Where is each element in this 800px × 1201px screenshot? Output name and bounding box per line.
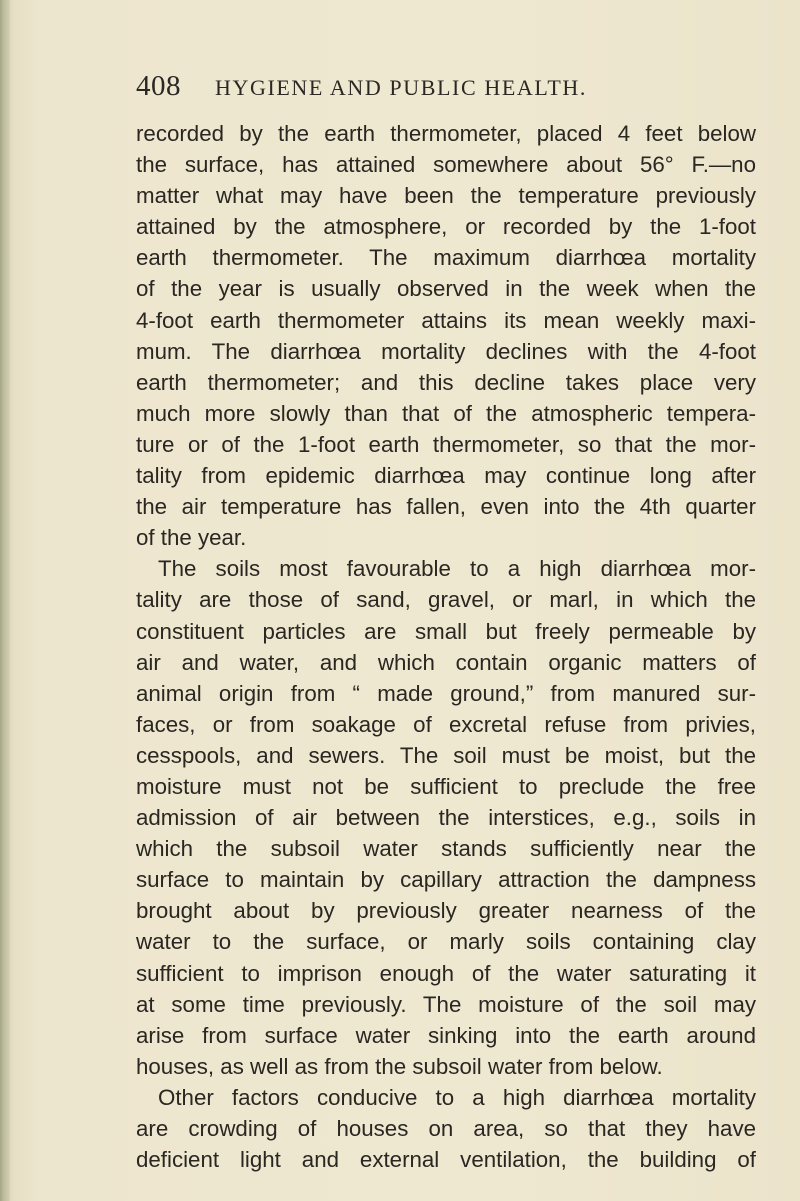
- text-line: cesspools, and sewers. The soil must be moist, but the: [136, 742, 756, 768]
- text-line: earth thermometer. The maximum diarrhœa mortality: [136, 245, 756, 271]
- text-line: mum. The diarrhœa mortality declines with the 4-foot: [136, 338, 756, 364]
- text-line: at some time previously. The moisture of the soil may: [136, 991, 756, 1017]
- text-line: tality from epidemic diarrhœa may continue long after: [136, 463, 756, 489]
- paragraph-first-line: Other factors conducive to a high diarrhœa mortality: [158, 1084, 756, 1110]
- text-line: much more slowly than that of the atmospheric tempera-: [136, 400, 756, 426]
- text-line: matter what may have been the temperature previously: [136, 183, 756, 209]
- text-line: ture or of the 1-foot earth thermometer, so that the mor-: [136, 431, 756, 457]
- text-line: earth thermometer; and this decline takes place very: [136, 369, 756, 395]
- text-line: recorded by the earth thermometer, placed 4 feet below: [136, 121, 756, 146]
- text-line: faces, or from soakage of excretal refuse from privies,: [136, 711, 756, 737]
- text-line: brought about by previously greater nearness of the: [136, 898, 756, 924]
- text-line: which the subsoil water stands sufficiently near the: [136, 836, 756, 862]
- page-gutter-shadow: [0, 0, 10, 1201]
- text-line: water to the surface, or marly soils containing clay: [136, 929, 756, 955]
- text-line: attained by the atmosphere, or recorded by the 1-foot: [136, 214, 756, 240]
- body-text: [136, 118, 756, 1175]
- text-line: 4-foot earth thermometer attains its mean weekly maxi-: [136, 307, 756, 333]
- text-line: moisture must not be sufficient to preclude the free: [136, 773, 756, 799]
- text-line: air and water, and which contain organic matters of: [136, 649, 756, 675]
- running-head: HYGIENE AND PUBLIC HEALTH.: [215, 75, 587, 100]
- text-line: are crowding of houses on area, so that they have: [136, 1116, 756, 1141]
- text-line: arise from surface water sinking into the earth around: [136, 1022, 756, 1048]
- text-line: sufficient to imprison enough of the water saturating it: [136, 960, 756, 986]
- text-line: deficient light and external ventilation, the building of: [136, 1147, 756, 1173]
- page-number: 408: [136, 70, 181, 102]
- paragraph-first-line: The soils most favourable to a high diarrhœa mor-: [158, 556, 756, 582]
- text-line: the air temperature has fallen, even into the 4th quarter: [136, 494, 756, 520]
- page-header: [136, 70, 656, 106]
- text-line: tality are those of sand, gravel, or marl, in which the: [136, 587, 756, 613]
- text-line: animal origin from “ made ground,” from manured sur-: [136, 680, 756, 706]
- text-line: constituent particles are small but freely permeable by: [136, 618, 756, 644]
- text-line: of the year is usually observed in the week when the: [136, 276, 756, 302]
- paragraph-end-line: houses, as well as from the subsoil water from below.: [136, 1053, 663, 1079]
- paragraph-end-line: of the year.: [136, 525, 247, 551]
- text-line: the surface, has attained somewhere about 56° F.—no: [136, 152, 756, 178]
- text-line: surface to maintain by capillary attraction the dampness: [136, 867, 756, 893]
- text-line: admission of air between the interstices, e.g., soils in: [136, 805, 756, 831]
